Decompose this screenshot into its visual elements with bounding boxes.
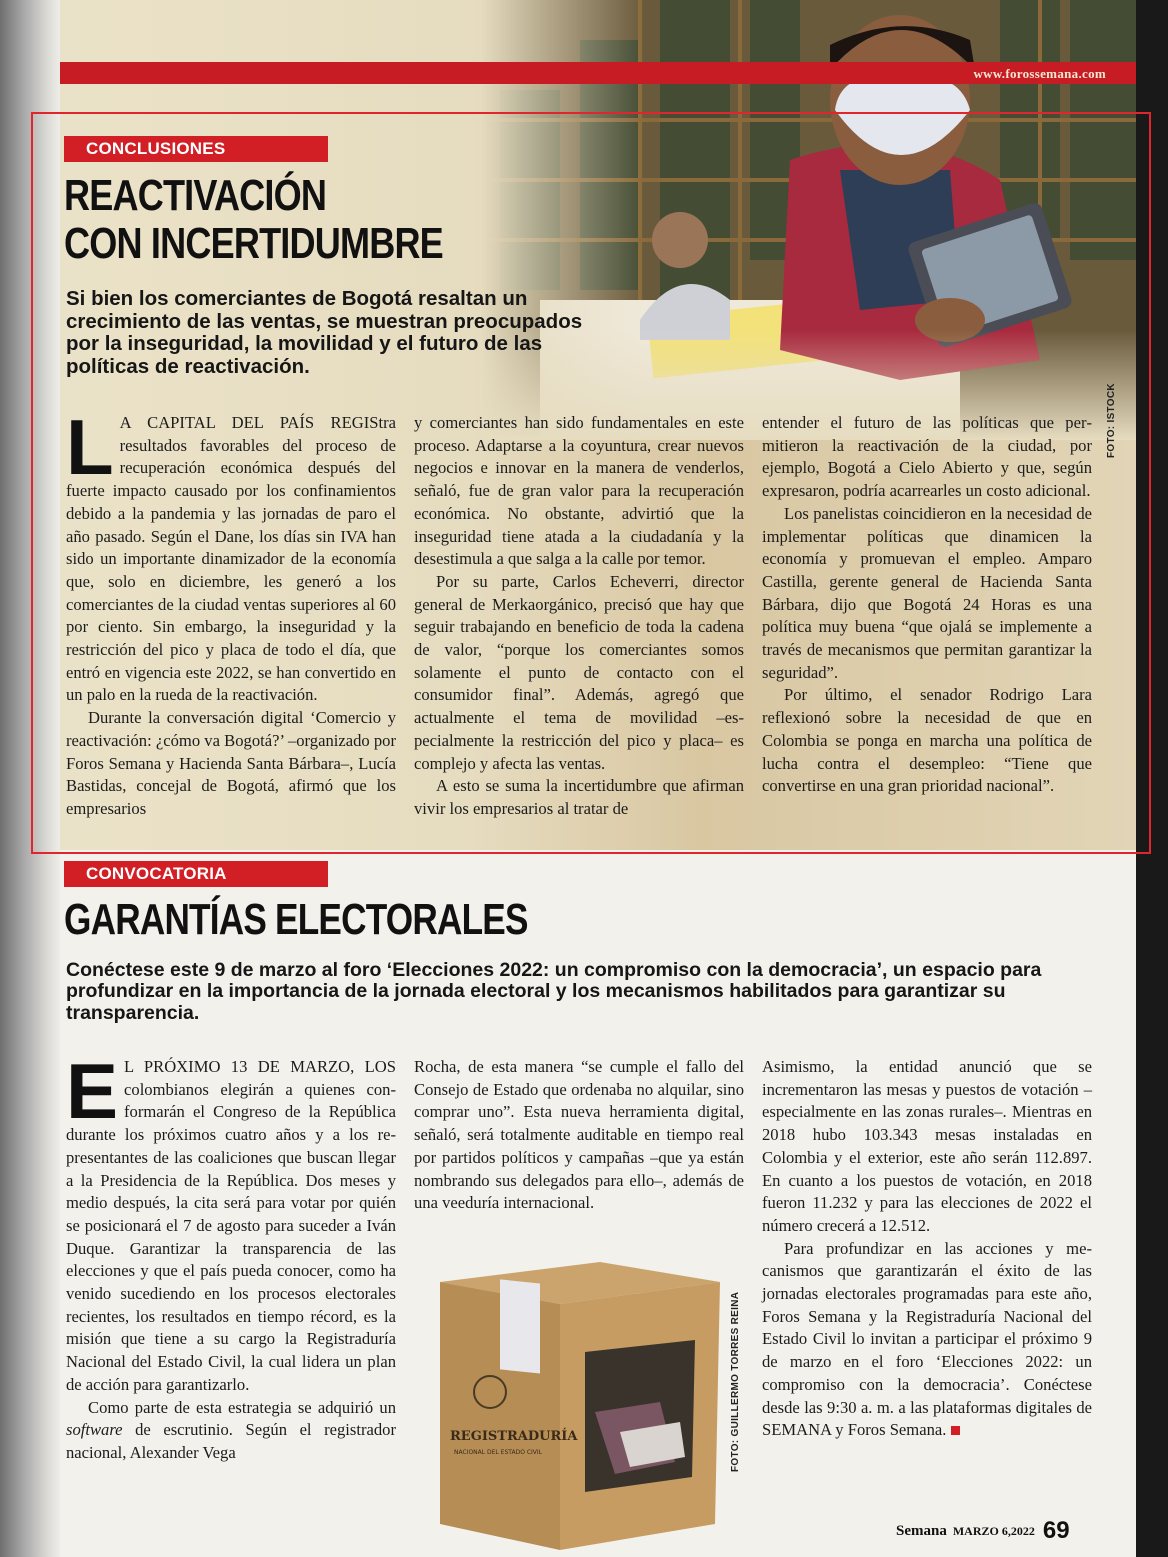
article2-column-3: [762, 1056, 1092, 1442]
paragraph: Los panelistas coincidieron en la necesidad de implementar políticas que dinamicen la economía y promuevan el empleo. Amparo Castilla, gerente general de Hacienda Santa Bárbara, dijo que Bogotá 24 Horas es una política muy buena “que ojalá se implemente a través de mecanismos que permitan garantizar la seguridad”.: [762, 503, 1092, 682]
paragraph: Para profundizar en las acciones y mecanismos que garantizarán el éxito de las jornadas electorales programadas para este año, Foros Semana y la Registraduría Nacional del Estado Civil lo invitan a participar el próximo 9 de marzo en el foro ‘Elecciones 2022: un compromiso con la democracia’. Conéctese desde las 9:30 a. m. a las plataformas digitales de SEMANA y Foros Semana.: [762, 1238, 1092, 1440]
photo-credit: FOTO: ISTOCK: [1106, 383, 1117, 458]
end-mark-icon: [951, 1426, 960, 1435]
paragraph: A esto se suma la incertidumbre que afirman vivir los empresarios al tratar de: [414, 776, 744, 818]
article2-column-2: [414, 1056, 744, 1215]
paragraph: entender el futuro de las políticas que permitieron la reactivación de la ciudad, por ejemplo, Bogotá a Cielo Abierto y que, según expresaron, podría acarrearles un costo adicional.: [762, 413, 1092, 501]
box-sublabel: NACIONAL DEL ESTADO CIVIL: [454, 1449, 543, 1456]
page-number: 69: [1042, 1517, 1070, 1544]
paragraph: Por su parte, Carlos Echeverri, director general de Merkaorgánico, precisó que hay que seguir trabajando en beneficio de toda la cadena de valor, “porque los comerciantes somos solamente el punto de contacto con el consumidor final”. Además, agregó que actualmente el tema de movilidad –especialmente la restricción del pico y placa– es complejo y afecta las ventas.: [414, 571, 744, 773]
article1-column-2: [414, 412, 744, 821]
article-deck: Conéctese este 9 de marzo al foro ‘Elecciones 2022: un compromiso con la democracia’, un espacio para profundizar en la importancia de la jornada electoral y los mecanismos habilitados para garantizar su transparencia.: [66, 959, 1042, 1024]
page-edge: [1136, 0, 1168, 1557]
drop-cap: E: [66, 1047, 119, 1135]
article1-column-3: [762, 412, 1092, 798]
issue-date: MARZO 6,2022: [952, 1524, 1035, 1538]
paragraph: y comerciantes han sido fundamentales en este proceso. Adaptarse a la coyuntura, crear nuevos negocios e innovar en la manera de venderlos, señaló, fue de gran valor para la recuperación económica. No obstante, advirtió que la inseguridad tiene atada a la ciudadanía y la desestimula a que salga a la calle por temor.: [414, 413, 744, 569]
paragraph: Por último, el senador Rodrigo Lara reflexionó sobre la necesidad de que en Colombia se ponga en marcha una política de lucha contra el desempleo: “Tiene que convertirse en una gran prioridad nacional”.: [762, 685, 1092, 796]
article-deck: Si bien los comerciantes de Bogotá resaltan un crecimiento de las ventas, se muestran preocupados por la inseguridad, la movilidad y el futuro de las políticas de reactivación.: [66, 287, 583, 378]
header-red-rule: [0, 62, 1136, 84]
paragraph: Durante la conversación digital ‘Comercio y reactivación: ¿cómo va Bogotá?’ –organizado por Foros Semana y Hacienda Santa Bárbara–, Lucía Bastidas, concejal de Bogotá, afirmó que los empresarios: [66, 708, 396, 818]
page-gutter-shadow: [0, 0, 60, 1557]
magazine-name: Semana: [896, 1523, 947, 1539]
ballot-box-photo: [430, 1252, 730, 1552]
article-headline: GARANTÍAS ELECTORALES: [64, 895, 528, 944]
paragraph: L A CAPITAL DEL PAÍS REGIStra resultados favorables del proceso de recuperación económica después del fuerte impacto causado por los confinamientos debido a la pandemia y las jornadas de paro el año pasado. Según el Dane, los días sin IVA han sido un importante dinamizador de la economía que, solo en diciembre, les generó a los comerciantes de la ciudad ventas superiores al 60 por ciento. Sin embargo, la inseguridad y la restricción del pico y placa de todo el día, que entró en vigencia este 2022, se han convertido en un palo en la rueda de la reactivación.: [66, 403, 396, 705]
headline-line-1: REACTIVACIÓN: [64, 171, 327, 220]
headline-line-2: CON INCERTIDUMBRE: [64, 219, 443, 268]
box-label: REGISTRADURÍA: [450, 1429, 578, 1444]
paragraph: E L PRÓXIMO 13 DE MARZO, LOS colombianos elegirán a quienes conformarán el Congreso de la República durante los próximos cuatro años y a los representantes de las coaliciones que buscan llegar a la Presidencia de la República. Dos meses y medio después, la cita será para votar por quién se posicionará el 7 de agosto para suceder a Iván Duque. Garantizar la transparencia de las elecciones y que el país pueda conocer, como ha venido sucediendo en los procesos electorales recientes, los resultados en tiempo récord, es la misión que tiene a su cargo la Registraduría Nacional del Estado Civil, la cual lidera un plan de acción para garantizarlo.: [66, 1047, 396, 1394]
drop-cap: L: [66, 403, 114, 491]
paragraph: Como parte de esta estrategia se adquirió un software de escrutinio. Según el registrador nacional, Alexander Vega: [66, 1397, 396, 1462]
website-url: www.forossemana.com: [973, 66, 1106, 81]
page-folio: [896, 1514, 1070, 1542]
article1-column-1: [66, 403, 396, 821]
paragraph: Asimismo, la entidad anunció que se incrementaron las mesas y puestos de votación –especialmente en las zonas rurales–. Mientras en 2018 hubo 103.343 mesas instaladas en Colombia y el exterior, este año serán 112.897. En cuanto a los puestos de votación, en 2018 fueron 11.232 y para las elecciones de 2022 el número crecerá a 12.512.: [762, 1057, 1092, 1235]
photo-credit: FOTO: GUILLERMO TORRES REINA: [730, 1291, 741, 1472]
section-kicker-conclusiones: CONCLUSIONES: [64, 136, 328, 162]
section-kicker-convocatoria: CONVOCATORIA: [64, 861, 328, 887]
paragraph: Rocha, de esta manera “se cumple el fallo del Consejo de Estado que ordenaba no alquilar, sino comprar uno”. Esta nueva herramienta digital, señaló, será totalmente auditable en tiempo real por partidos políticos y campañas –que ya están nombrando sus delegados para ello–, además de una veeduría internacional.: [414, 1057, 744, 1213]
article-headline: [64, 172, 443, 268]
article2-column-1: [66, 1047, 396, 1465]
